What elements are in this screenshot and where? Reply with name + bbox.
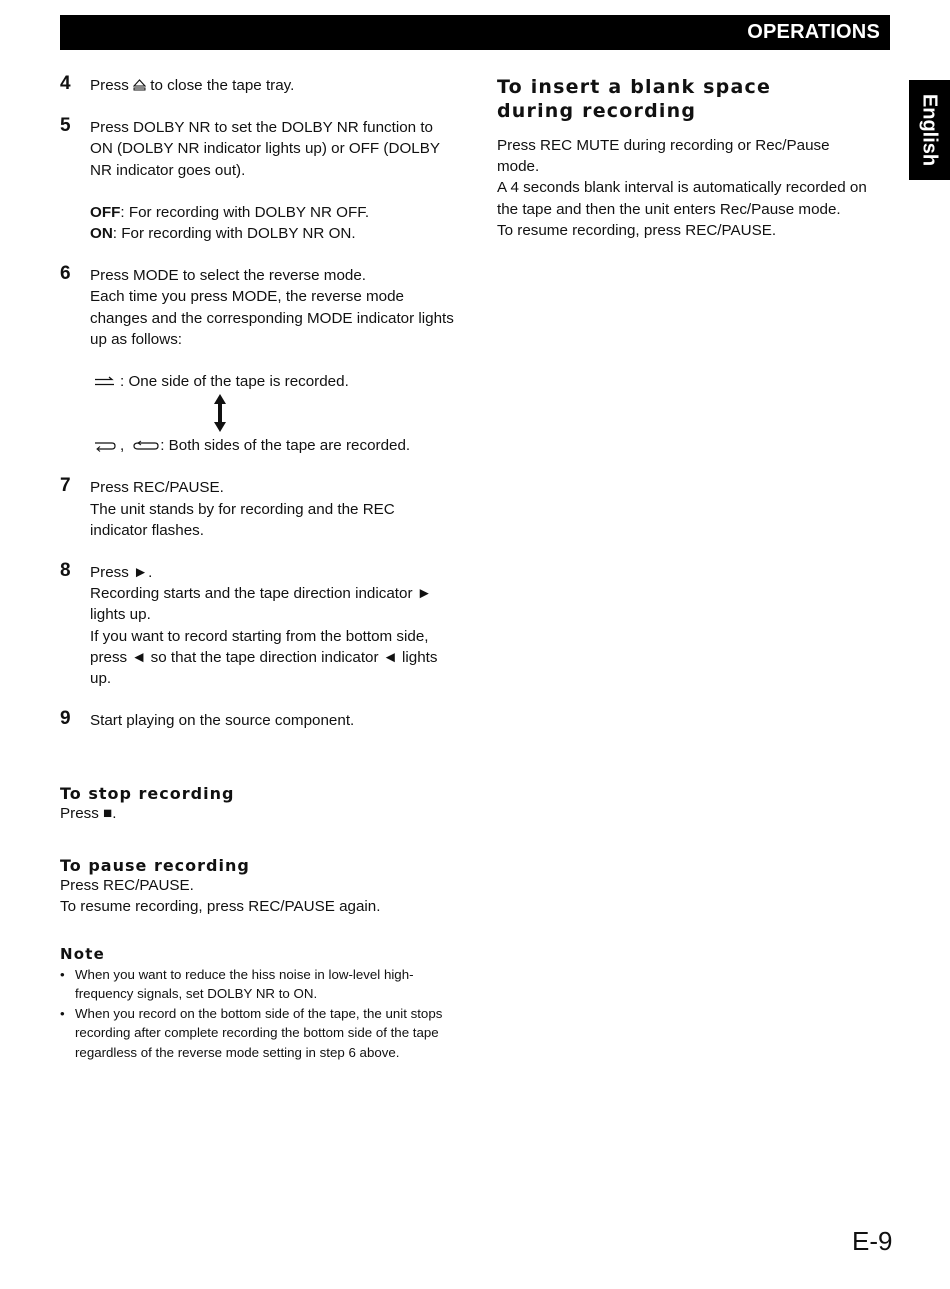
pause-recording-line1: Press REC/PAUSE. xyxy=(60,876,194,894)
blank-space-line2: A 4 seconds blank interval is automatically recorded on the tape and then the unit enters Rec/Pause mode. xyxy=(497,179,867,218)
off-label: OFF xyxy=(90,203,121,221)
note-list xyxy=(60,965,455,1062)
step-number: 7 xyxy=(60,475,71,497)
mode-both-sides-text: : Both sides of the tape are recorded. xyxy=(160,437,411,455)
step-7-line2: The unit stands by for recording and the REC indicator flashes. xyxy=(90,500,395,539)
step-9 xyxy=(60,710,455,731)
step-8-line1: Press ►. xyxy=(90,564,153,582)
stop-recording-text: Press ■. xyxy=(60,805,117,823)
note-heading: Note xyxy=(60,945,106,964)
page-number: E-9 xyxy=(852,1226,893,1256)
step-8-line3: If you want to record starting from the bottom side, press ◄ so that the tape direction indicator ◄ lights up. xyxy=(90,627,438,688)
stop-recording-section xyxy=(60,784,455,824)
step-5 xyxy=(60,117,455,244)
step-9-text: Start playing on the source component. xyxy=(90,712,355,730)
pause-recording-heading: To pause recording xyxy=(60,855,250,875)
blank-space-line3: To resume recording, press REC/PAUSE. xyxy=(497,221,777,239)
section-title: OPERATIONS xyxy=(747,21,880,43)
step-4 xyxy=(60,75,455,96)
one-side-mode-icon xyxy=(92,376,118,388)
header-bar xyxy=(60,15,890,50)
eject-icon xyxy=(133,79,146,91)
on-text: : For recording with DOLBY NR ON. xyxy=(112,225,356,243)
language-label: English xyxy=(918,93,941,167)
note-item: • When you record on the bottom side of the tape, the unit stops recording after complete recording the bottom side of the tape regardless of the reverse mode setting in step 6 above. xyxy=(60,1005,443,1060)
reverse-mode-icon xyxy=(92,440,118,452)
mode-one-side-text: : One side of the tape is recorded. xyxy=(120,373,349,391)
step-5-text: Press DOLBY NR to set the DOLBY NR function to ON (DOLBY NR indicator lights up) or OFF (DOLBY NR indicator goes out). xyxy=(90,119,440,179)
loop-mode-icon xyxy=(132,440,160,452)
pause-recording-line2: To resume recording, press REC/PAUSE again. xyxy=(60,897,381,915)
blank-space-line1: Press REC MUTE during recording or Rec/Pause mode. xyxy=(497,137,830,176)
mode-one-side-row xyxy=(90,371,455,392)
step-7 xyxy=(60,477,455,541)
off-text: : For recording with DOLBY NR OFF. xyxy=(120,203,370,221)
step-6-line2: Each time you press MODE, the reverse mode changes and the corresponding MODE indicator lights up as follows: xyxy=(90,288,454,348)
step-number: 5 xyxy=(60,115,71,137)
right-column xyxy=(497,75,892,241)
left-column xyxy=(60,75,455,1062)
language-tab xyxy=(909,80,950,180)
step-8-line2: Recording starts and the tape direction indicator ► lights up. xyxy=(90,585,432,624)
step-4-pre: Press xyxy=(90,77,134,94)
mode-both-sides-row xyxy=(90,435,455,456)
step-4-post: to close the tape tray. xyxy=(146,77,295,94)
step-7-line1: Press REC/PAUSE. xyxy=(90,479,224,497)
on-label: ON xyxy=(90,225,113,243)
note-item: • When you want to reduce the hiss noise in low-level high-frequency signals, set DOLBY NR to ON. xyxy=(60,967,414,1002)
step-number: 4 xyxy=(60,73,71,94)
step-number: 6 xyxy=(60,263,71,285)
step-number: 9 xyxy=(60,708,71,730)
step-6-line1: Press MODE to select the reverse mode. xyxy=(90,267,367,285)
note-section xyxy=(60,945,455,1062)
step-number: 8 xyxy=(60,560,71,582)
blank-space-heading: To insert a blank space during recording xyxy=(497,76,772,122)
pause-recording-section xyxy=(60,856,455,917)
stop-recording-heading: To stop recording xyxy=(60,784,235,804)
double-arrow-icon xyxy=(213,394,227,432)
step-6 xyxy=(60,265,455,456)
step-8 xyxy=(60,562,455,689)
mode-comma: , xyxy=(120,437,125,455)
